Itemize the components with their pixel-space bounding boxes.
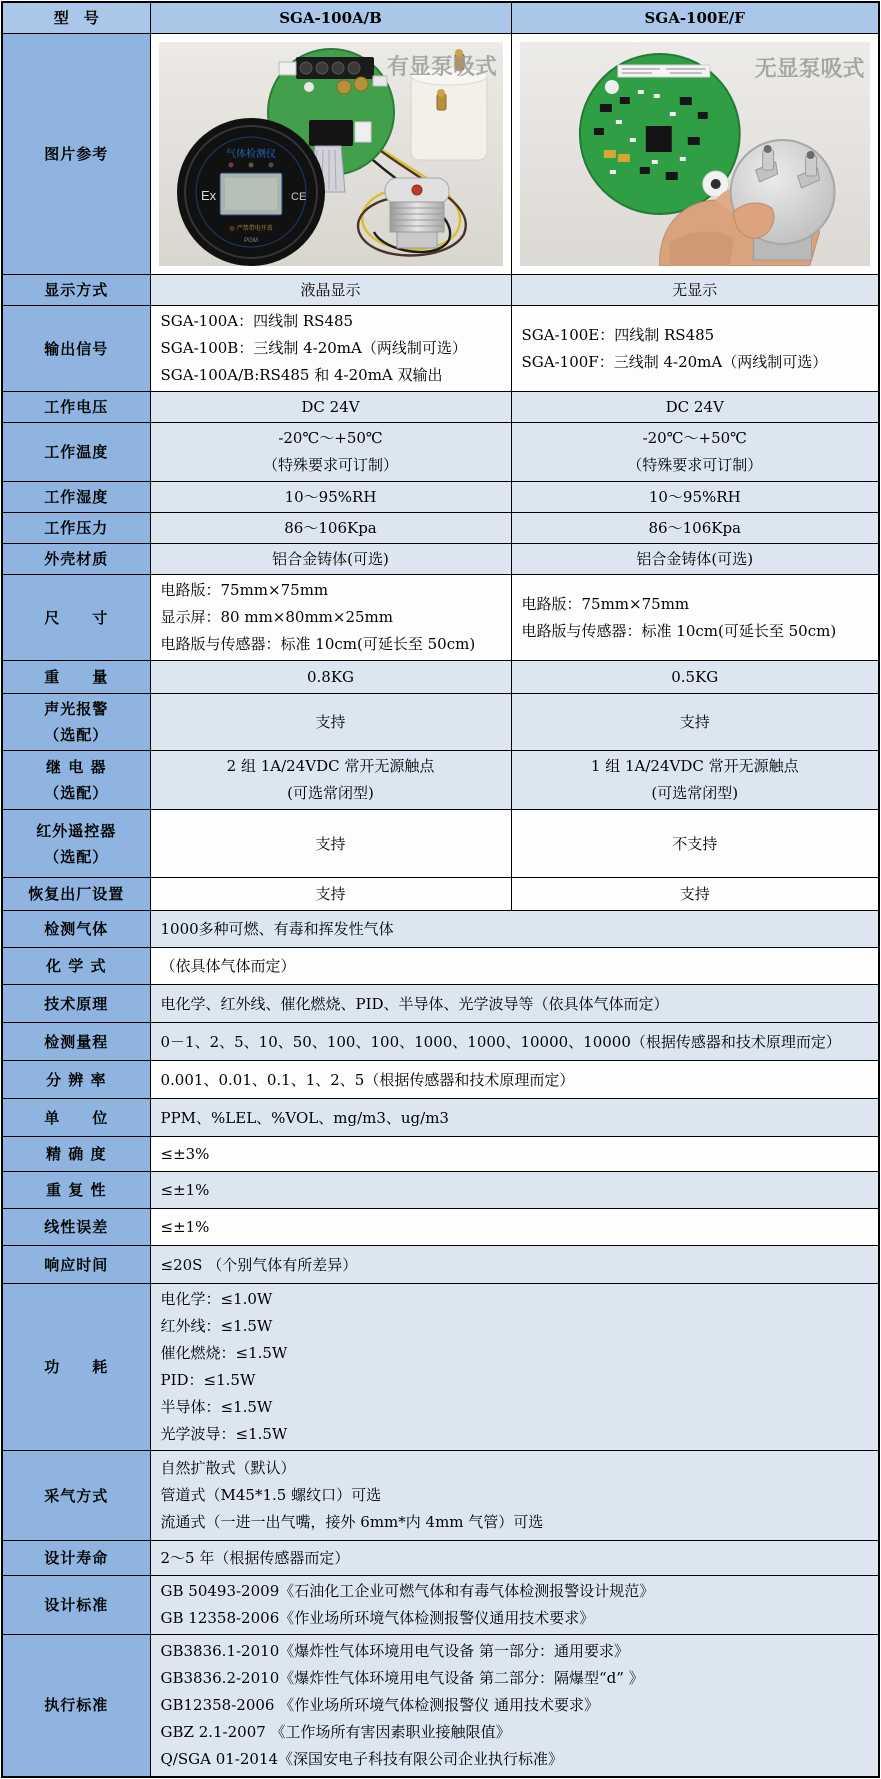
- response-value: ≤20S （个别气体有所差异）: [150, 1246, 879, 1284]
- detector-brand-text: ◎ 严禁带电开盖: [228, 225, 273, 232]
- alarm-value-b: 支持: [511, 694, 879, 751]
- detector-illustration: [177, 118, 325, 266]
- row-remote: [2, 810, 879, 878]
- relay-a-line2: (可选常闭型): [287, 784, 374, 802]
- row-label-weight: 重 量: [2, 661, 150, 694]
- weight-value-b: 0.5KG: [511, 661, 879, 694]
- temperature-a-line1: -20℃～+50℃: [278, 429, 383, 447]
- row-label-exec-std: 执行标准: [2, 1635, 150, 1777]
- row-alarm: [2, 694, 879, 751]
- size-b-line1: 电路版：75mm×75mm: [521, 594, 690, 613]
- weight-value-a: 0.8KG: [150, 661, 511, 694]
- power-line3: 催化燃烧：≤1.5W: [160, 1344, 288, 1362]
- size-a-line2: 显示屏：80 mm×80mm×25mm: [160, 608, 394, 626]
- row-gas: [2, 911, 879, 948]
- size-value-b: [511, 575, 879, 661]
- sampling-line2: 管道式（M45*1.5 螺纹口）可选: [160, 1486, 382, 1504]
- size-b-line2: 电路版与传感器：标准 10cm(可延长至 50cm): [521, 621, 837, 640]
- product-photo-right: [520, 42, 871, 266]
- size-a-line3: 电路版与传感器：标准 10cm(可延长至 50cm): [160, 635, 476, 653]
- resolution-value: 0.001、0.01、0.1、1、2、5（根据传感器和技术原理而定）: [150, 1061, 879, 1099]
- row-repeatability: [2, 1172, 879, 1209]
- output-value-b: [511, 306, 879, 392]
- relay-b-line1: 1 组 1A/24VDC 常开无源触点: [590, 757, 799, 775]
- row-label-temperature: 工作温度: [2, 423, 150, 482]
- output-a-line1: SGA-100A：四线制 RS485: [160, 312, 354, 330]
- row-range: [2, 1023, 879, 1061]
- row-label-unit: 单 位: [2, 1099, 150, 1137]
- reset-value-a: 支持: [150, 878, 511, 911]
- display-value-b: 无显示: [511, 275, 879, 306]
- row-voltage: [2, 392, 879, 423]
- row-formula: [2, 948, 879, 985]
- row-exec-std: [2, 1635, 879, 1777]
- model-a-header: SGA-100A/B: [150, 2, 511, 34]
- humidity-value-a: 10～95%RH: [150, 482, 511, 513]
- exec-std-line5: Q/SGA 01-2014《深国安电子科技有限公司企业执行标准》: [160, 1749, 564, 1768]
- detector-ex-text: Ex: [200, 188, 216, 203]
- repeatability-value: ≤±1%: [150, 1172, 879, 1209]
- exec-std-line2: GB3836.2-2010《爆炸性气体环境用电气设备 第二部分：隔爆型“d” 》: [160, 1668, 644, 1687]
- row-weight: [2, 661, 879, 694]
- row-label-linearity: 线性误差: [2, 1209, 150, 1246]
- row-housing: [2, 544, 879, 575]
- row-label-photos: 图片参考: [2, 34, 150, 275]
- relay-value-b: [511, 751, 879, 810]
- sampling-line1: 自然扩散式（默认）: [160, 1459, 296, 1477]
- housing-value-a: 铝合金铸体(可选): [150, 544, 511, 575]
- row-accuracy: [2, 1137, 879, 1172]
- power-value: [150, 1284, 879, 1451]
- row-relay: [2, 751, 879, 810]
- humidity-value-b: 10～95%RH: [511, 482, 879, 513]
- remote-value-b: 不支持: [511, 810, 879, 878]
- spec-table: [1, 1, 880, 1778]
- power-line2: 红外线：≤1.5W: [160, 1317, 273, 1335]
- photo-cell-right: [511, 34, 879, 275]
- row-linearity: [2, 1209, 879, 1246]
- relay-value-a: [150, 751, 511, 810]
- pcb-illustration-right: [579, 54, 739, 214]
- unit-value: PPM、%LEL、%VOL、mg/m3、ug/m3: [150, 1099, 879, 1137]
- left-photo-watermark: 有显泵吸式: [386, 54, 497, 79]
- detector-pgm-text: PGM: [243, 238, 258, 244]
- relay-a-line1: 2 组 1A/24VDC 常开无源触点: [226, 757, 435, 775]
- row-sampling: [2, 1451, 879, 1541]
- power-line5: 半导体：≤1.5W: [160, 1398, 273, 1416]
- row-label-pressure: 工作压力: [2, 513, 150, 544]
- product-photo-left: [159, 42, 503, 266]
- output-a-line3: SGA-100A/B:RS485 和 4-20mA 双输出: [160, 366, 443, 384]
- display-value-a: 液晶显示: [150, 275, 511, 306]
- row-label-power: 功 耗: [2, 1284, 150, 1451]
- row-label-range: 检测量程: [2, 1023, 150, 1061]
- row-label-size: 尺 寸: [2, 575, 150, 661]
- row-label-voltage: 工作电压: [2, 392, 150, 423]
- row-pressure: [2, 513, 879, 544]
- power-line1: 电化学：≤1.0W: [160, 1290, 273, 1308]
- model-b-header: SGA-100E/F: [511, 2, 879, 34]
- row-power: [2, 1284, 879, 1451]
- detector-ce-text: CE: [290, 191, 306, 203]
- relay-label-line1: 继 电 器: [46, 758, 107, 776]
- row-response: [2, 1246, 879, 1284]
- row-label-reset: 恢复出厂设置: [2, 878, 150, 911]
- row-temperature: [2, 423, 879, 482]
- remote-label-line2: （选配）: [44, 847, 109, 866]
- exec-std-value: [150, 1635, 879, 1777]
- row-label-life: 设计寿命: [2, 1541, 150, 1576]
- power-line6: 光学波导：≤1.5W: [160, 1425, 288, 1443]
- accuracy-value: ≤±3%: [150, 1137, 879, 1172]
- output-value-a: [150, 306, 511, 392]
- voltage-value-a: DC 24V: [150, 392, 511, 423]
- row-label-resolution: 分 辨 率: [2, 1061, 150, 1099]
- exec-std-line3: GB12358-2006 《作业场所环境气体检测报警仪 通用技术要求》: [160, 1695, 600, 1714]
- row-label-relay: [2, 751, 150, 810]
- size-a-line1: 电路版：75mm×75mm: [160, 581, 329, 599]
- pressure-value-a: 86～106Kpa: [150, 513, 511, 544]
- row-size: [2, 575, 879, 661]
- reset-value-b: 支持: [511, 878, 879, 911]
- header-row: [2, 2, 879, 34]
- remote-value-a: 支持: [150, 810, 511, 878]
- row-label-repeatability: 重 复 性: [2, 1172, 150, 1209]
- row-label-gas: 检测气体: [2, 911, 150, 948]
- alarm-value-a: 支持: [150, 694, 511, 751]
- row-reset: [2, 878, 879, 911]
- sampling-value: [150, 1451, 879, 1541]
- output-b-line1: SGA-100E：四线制 RS485: [521, 325, 715, 344]
- temperature-b-line1: -20℃～+50℃: [642, 429, 747, 447]
- row-resolution: [2, 1061, 879, 1099]
- row-output: [2, 306, 879, 392]
- output-b-line2: SGA-100F：三线制 4-20mA（两线制可选）: [521, 352, 828, 371]
- output-a-line2: SGA-100B：三线制 4-20mA（两线制可选）: [160, 339, 467, 357]
- linearity-value: ≤±1%: [150, 1209, 879, 1246]
- range-value: 0－1、2、5、10、50、100、100、1000、1000、10000、10000（根据传感器和技术原理而定）: [150, 1023, 879, 1061]
- exec-std-line4: GBZ 2.1-2007 《工作场所有害因素职业接触限值》: [160, 1722, 511, 1741]
- detector-title-text: 气体检测仪: [225, 149, 276, 160]
- relay-b-line2: (可选常闭型): [651, 784, 739, 802]
- temperature-value-b: [511, 423, 879, 482]
- row-design-std: [2, 1576, 879, 1635]
- row-label-response: 响应时间: [2, 1246, 150, 1284]
- alarm-label-line1: 声光报警: [44, 700, 109, 718]
- row-label-display: 显示方式: [2, 275, 150, 306]
- row-life: [2, 1541, 879, 1576]
- remote-label-line1: 红外遥控器: [36, 821, 117, 840]
- principle-value: 电化学、红外线、催化燃烧、PID、半导体、光学波导等（依具体气体而定）: [150, 985, 879, 1023]
- life-value: 2～5 年（根据传感器而定）: [150, 1541, 879, 1576]
- housing-value-b: 铝合金铸体(可选): [511, 544, 879, 575]
- gas-value: 1000多种可燃、有毒和挥发性气体: [150, 911, 879, 948]
- row-label-humidity: 工作湿度: [2, 482, 150, 513]
- row-label-sampling: 采气方式: [2, 1451, 150, 1541]
- design-std-value: [150, 1576, 879, 1635]
- row-label-housing: 外壳材质: [2, 544, 150, 575]
- temperature-b-line2: （特殊要求可订制）: [627, 456, 763, 474]
- right-photo-watermark: 无显泵吸式: [754, 55, 865, 82]
- alarm-label-line2: （选配）: [44, 726, 109, 744]
- row-label-formula: 化 学 式: [2, 948, 150, 985]
- temperature-a-line2: （特殊要求可订制）: [262, 456, 398, 474]
- row-unit: [2, 1099, 879, 1137]
- model-header-label: 型 号: [2, 2, 150, 34]
- row-display: [2, 275, 879, 306]
- design-std-line1: GB 50493-2009《石油化工企业可燃气体和有毒气体检测报警设计规范》: [160, 1582, 655, 1600]
- exec-std-line1: GB3836.1-2010《爆炸性气体环境用电气设备 第一部分：通用要求》: [160, 1641, 630, 1660]
- design-std-line2: GB 12358-2006《作业场所环境气体检测报警仪通用技术要求》: [160, 1609, 595, 1627]
- power-line4: PID：≤1.5W: [160, 1371, 256, 1389]
- temperature-value-a: [150, 423, 511, 482]
- row-label-alarm: [2, 694, 150, 751]
- photo-cell-left: [150, 34, 511, 275]
- photo-row: [2, 34, 879, 275]
- row-label-accuracy: 精 确 度: [2, 1137, 150, 1172]
- pressure-value-b: 86～106Kpa: [511, 513, 879, 544]
- row-label-principle: 技术原理: [2, 985, 150, 1023]
- relay-label-line2: （选配）: [44, 784, 109, 802]
- row-label-design-std: 设计标准: [2, 1576, 150, 1635]
- voltage-value-b: DC 24V: [511, 392, 879, 423]
- size-value-a: [150, 575, 511, 661]
- row-label-output: 输出信号: [2, 306, 150, 392]
- row-principle: [2, 985, 879, 1023]
- formula-value: （依具体气体而定）: [150, 948, 879, 985]
- row-humidity: [2, 482, 879, 513]
- row-label-remote: [2, 810, 150, 878]
- sampling-line3: 流通式（一进一出气嘴，接外 6mm*内 4mm 气管）可选: [160, 1513, 544, 1531]
